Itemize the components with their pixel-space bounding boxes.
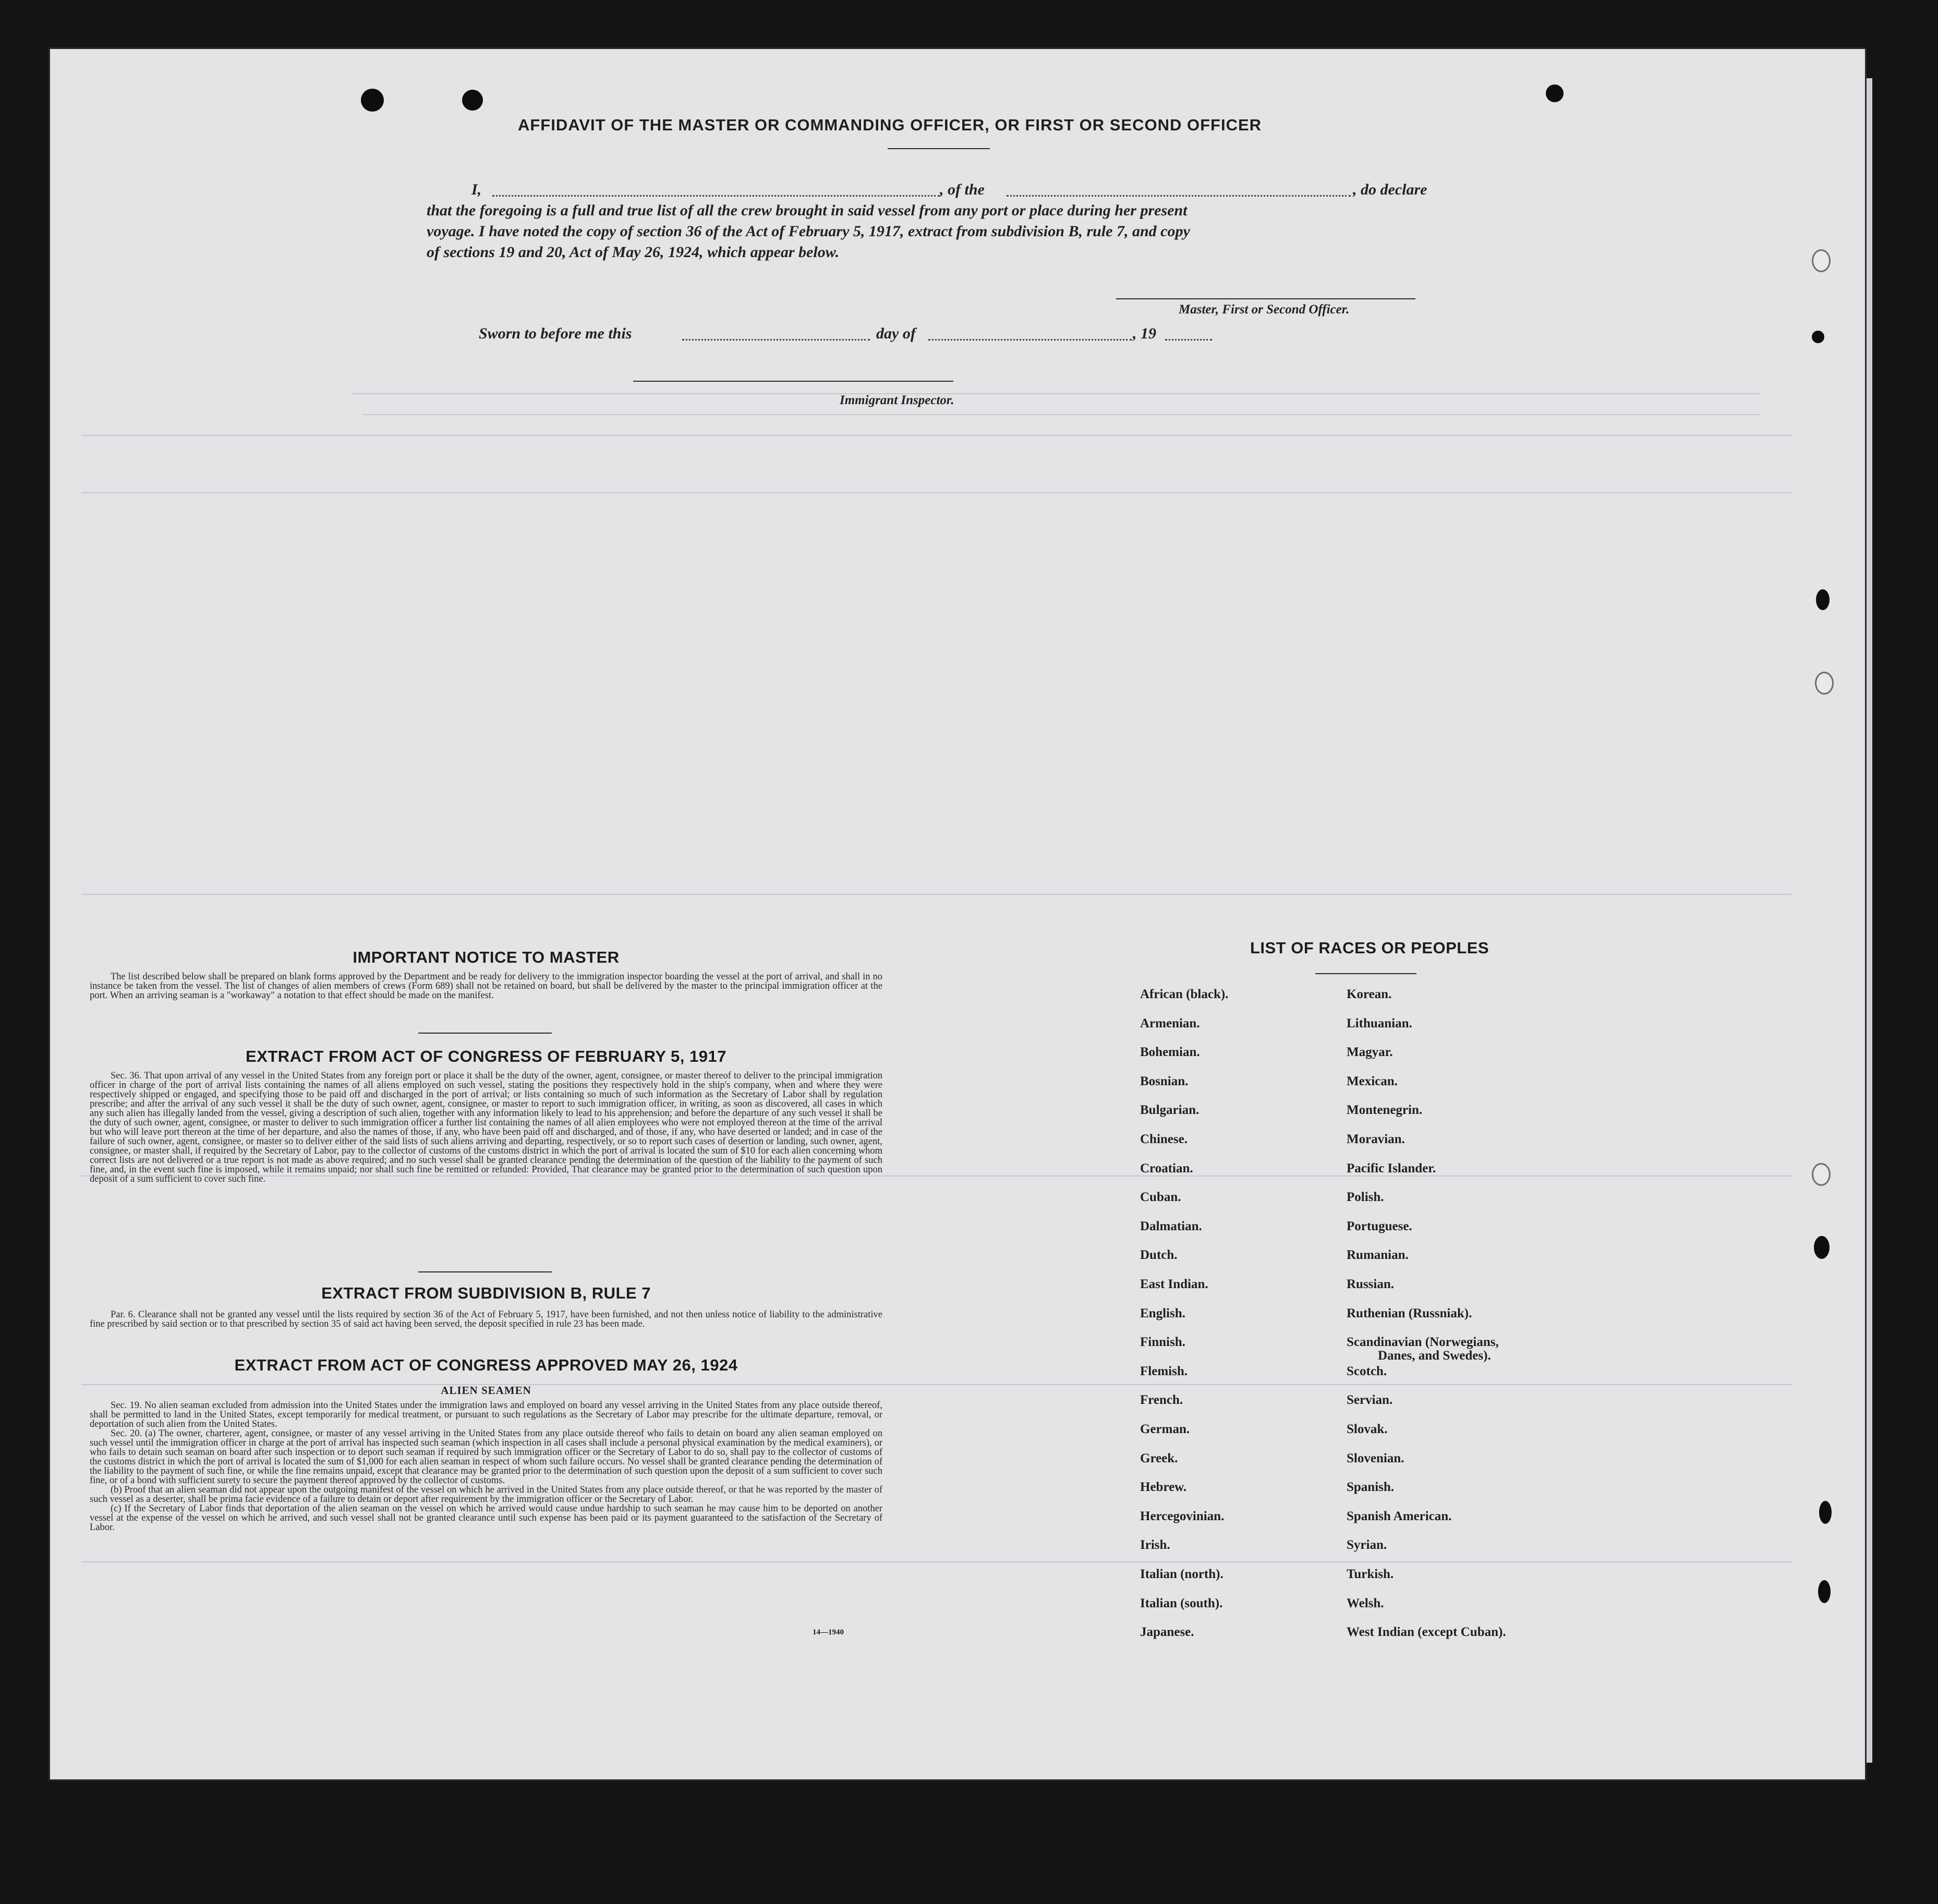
affidavit-do-declare: , do declare [1353,181,1427,198]
race-item: French. [1140,1393,1183,1407]
affidavit-title: AFFIDAVIT OF THE MASTER OR COMMANDING OFFICER, OR FIRST OR SECOND OFFICER [517,116,1262,134]
race-item: Chinese. [1140,1132,1188,1146]
race-item: German. [1140,1422,1190,1436]
race-item: Spanish American. [1347,1509,1452,1523]
name-blank[interactable] [492,195,940,197]
race-item: Spanish. [1347,1480,1395,1494]
affidavit-line-4: of sections 19 and 20, Act of May 26, 1924, which appear below. [427,244,840,261]
affidavit-line-2: that the foregoing is a full and true list of all the crew brought in said vessel from any port or place during her present [427,202,1188,219]
binder-hole [1812,1163,1831,1186]
year-label: , 19 [1133,325,1156,342]
sec-20b-paragraph: (b) Proof that an alien seaman did not appear upon the outgoing manifest of the vessel on which he arrived in the United States from any place outside thereof, or that he was reported by the master of such vessel as a deserter, shall be prima facie evidence of a failure to detain or deport after requirement by the immigration officer or the Secretary of Labor. [90,1485,882,1505]
race-item: Korean. [1347,987,1392,1001]
extract-1924-text [90,1401,882,1532]
race-item: Armenian. [1140,1016,1200,1030]
race-item: Mexican. [1347,1074,1398,1088]
affidavit-line-1 [471,179,1510,200]
sworn-year-blank[interactable] [1165,339,1212,341]
inspector-signature-line[interactable] [633,381,953,382]
notice-divider [418,1033,552,1034]
notice-paragraph: The list described below shall be prepared on blank forms approved by the Department and be ready for delivery to the immigration inspector boarding the vessel at the port of arrival, and shall in no instance be taken from the vessel. The list of changes of alien members of crews (Form 689) shall not be retained on board, but shall be delivered by the master to the principal immigration officer at the port. When an arriving seaman is a "workaway" a notation to that effect should be made on the manifest. [90,972,882,1001]
race-item: Bohemian. [1140,1045,1200,1059]
race-item: Flemish. [1140,1364,1188,1378]
race-item: Slovak. [1347,1422,1388,1436]
punch-hole [361,89,384,112]
sec-36-paragraph: Sec. 36. That upon arrival of any vessel in the United States from any foreign port or place it shall be the duty of the owner, agent, consignee, or master thereof to deliver to the principal immigration officer in charge of the port of arrival lists containing the names of all aliens employed on such vessel, stating the positions they respectively hold in the ship's company, when and where they were respectively shipped or engaged, and specifying those to be paid off and discharged in the port of arrival; or lists containing so much of such information as the Secretary of Labor shall by regulation prescribe; and after the arrival of any such vessel it shall be the duty of such owner, agent, consignee, or master to report to such immigration officer, in writing, as soon as discovered, all cases in which any such alien has illegally landed from the vessel, giving a description of such alien, together with any information likely to lead to his apprehension; and before the departure of any such vessel it shall be the duty of such owner, agent, consignee, or master to deliver to such immigration officer a further list containing the names of all alien employees who were not employed thereon at the time of the arrival but who will leave port thereon at the time of her departure, and also the names of those, if any, who have been paid off and discharged, and of those, if any, who have deserted or landed; and in case of the failure of such owner, agent, consignee, or master so to deliver either of the said lists of such aliens arriving and departing, respectively, or so to report such cases of desertion or landing, such owner, agent, consignee, or master shall, if required by the Secretary of Labor, pay to the collector of customs of the customs district in which the port of arrival is located the sum of $10 for each alien concerning whom correct lists are not delivered or a true report is not made as above required; and no such vessel shall be granted clearance pending the determination of the question of the liability to the payment of such fine, and, in the event such fine is imposed, while it remains unpaid; nor shall such fine be remitted or refunded: Provided, That clearance may be granted prior to the determination of such question upon deposit of a sum sufficient to cover such fine. [90,1071,882,1184]
race-item: Greek. [1140,1451,1178,1465]
race-item: Pacific Islander. [1347,1161,1436,1175]
race-item: Italian (north). [1140,1567,1224,1581]
sec-20a-paragraph: Sec. 20. (a) The owner, charterer, agent, consignee, or master of any vessel arriving in the United States from any place outside thereof who fails to detain on board any alien seaman employed on such vessel until the immigration officer in charge at the port of arrival has inspected such seaman (which inspection in all cases shall include a personal physical examination by the medical examiners), or who fails to detain such seaman on board after such inspection or to deport such seaman if required by such immigration officer or the Secretary of Labor to do so, shall pay to the collector of customs of the customs district in which the port of arrival is located the sum of $1,000 for each alien seaman in respect of whom such failure occurs. No vessel shall be granted clearance pending the determination of the liability to the payment of such fine, or while the fine remains unpaid, except that clearance may be granted prior to the determination of such question upon the deposit of a sum sufficient to cover such fine, or of a bond with sufficient surety to secure the payment thereof approved by the collector of customs. [90,1428,882,1486]
sec-19-paragraph: Sec. 19. No alien seaman excluded from admission into the United States under the immigration laws and employed on board any vessel arriving in the United States from any place outside thereof, shall be permitted to land in the United States, except temporarily for medical treatment, or pursuant to such regulations as the Secretary of Labor may prescribe for the ultimate departure, removal, or deportation of such alien from the United States. [90,1400,882,1429]
sec-20c-paragraph: (c) If the Secretary of Labor finds that deportation of the alien seaman on the vessel on which he arrived would cause undue hardship to such seaman he may cause him to be deported on another vessel at the expense of the vessel on which he arrived, and such vessel shall not be granted clearance until such expense has been paid or its payment guaranteed to the satisfaction of the Secretary of Labor. [90,1503,882,1533]
inspector-signature-caption: Immigrant Inspector. [840,393,954,407]
race-item-continuation: Danes, and Swedes). [1378,1349,1491,1363]
race-item: East Indian. [1140,1277,1208,1291]
race-item: Montenegrin. [1347,1103,1423,1117]
race-item: Lithuanian. [1347,1016,1412,1030]
document-sheet [50,49,1865,1779]
sworn-line [479,323,1230,344]
race-item: Portuguese. [1347,1219,1412,1233]
bleed-through-rule [363,414,1761,415]
master-signature-line[interactable] [1116,298,1415,299]
affidavit-of-the: , of the [940,181,985,198]
race-item: Scotch. [1347,1364,1387,1378]
binder-hole [1812,331,1824,343]
bleed-through-rule [81,894,1792,895]
extract-1917-text [90,1071,882,1184]
sworn-label: Sworn to before me this [479,325,632,342]
binder-hole [1815,672,1834,695]
sworn-day-blank[interactable] [682,339,870,341]
binder-hole [1814,1236,1830,1259]
alien-seamen-subtitle: ALIEN SEAMEN [441,1384,531,1397]
form-number: 14—1940 [813,1628,844,1636]
race-item: Slovenian. [1347,1451,1404,1465]
race-item: Scandinavian (Norwegians, [1347,1335,1499,1349]
race-item: Polish. [1347,1190,1384,1204]
race-item: Croatian. [1140,1161,1193,1175]
race-item: Cuban. [1140,1190,1181,1204]
rule-7-text [90,1310,882,1329]
bleed-through-rule [81,492,1792,493]
race-item: Russian. [1347,1277,1395,1291]
notice-title: IMPORTANT NOTICE TO MASTER [353,948,620,966]
affidavit-line-3: voyage. I have noted the copy of section 36 of the Act of February 5, 1917, extract from subdivision B, rule 7, and copy [427,223,1190,240]
race-item: Irish. [1140,1538,1170,1552]
extract-1917-divider [418,1271,552,1272]
race-item: Servian. [1347,1393,1393,1407]
punch-hole [1546,84,1564,102]
races-title-underline [1315,973,1416,974]
master-signature-caption: Master, First or Second Officer. [1179,302,1350,317]
bleed-through-rule [353,393,1761,394]
race-item: English. [1140,1306,1185,1320]
race-item: Dutch. [1140,1248,1178,1262]
race-item: Ruthenian (Russniak). [1347,1306,1472,1320]
vessel-blank[interactable] [1007,195,1351,197]
race-item: Moravian. [1347,1132,1405,1146]
sworn-month-blank[interactable] [928,339,1132,341]
binder-hole [1812,249,1831,272]
day-of-label: day of [876,325,916,342]
race-item: Bosnian. [1140,1074,1189,1088]
race-item: Hebrew. [1140,1480,1187,1494]
affidavit-title-underline [888,148,990,149]
race-item: Hercegovinian. [1140,1509,1225,1523]
binder-hole [1819,1501,1832,1524]
race-item: Welsh. [1347,1596,1384,1610]
bleed-through-rule [81,1561,1792,1562]
race-item: Bulgarian. [1140,1103,1200,1117]
rule-7-title: EXTRACT FROM SUBDIVISION B, RULE 7 [321,1284,651,1302]
race-item: Magyar. [1347,1045,1393,1059]
race-item: Rumanian. [1347,1248,1409,1262]
binder-hole [1818,1580,1831,1603]
race-item: Dalmatian. [1140,1219,1202,1233]
race-item: West Indian (except Cuban). [1347,1625,1506,1639]
affidavit-i: I, [471,181,482,198]
extract-1917-title: EXTRACT FROM ACT OF CONGRESS OF FEBRUARY 5, 1917 [246,1047,726,1065]
binder-hole [1816,589,1830,610]
race-item: Syrian. [1347,1538,1387,1552]
extract-1924-title: EXTRACT FROM ACT OF CONGRESS APPROVED MAY 26, 1924 [234,1356,738,1374]
race-item: African (black). [1140,987,1229,1001]
punch-hole [462,90,483,111]
bleed-through-rule [81,435,1792,436]
race-item: Finnish. [1140,1335,1185,1349]
race-item: Italian (south). [1140,1596,1223,1610]
race-item: Turkish. [1347,1567,1394,1581]
par-6-paragraph: Par. 6. Clearance shall not be granted any vessel until the lists required by section 36 of the Act of February 5, 1917, have been furnished, and not then unless notice of liability to the administrative fine prescribed by said section or to that prescribed by section 35 of said act having been served, the deposit specified in rule 23 has been made. [90,1309,882,1329]
notice-text [90,972,882,1000]
race-item: Japanese. [1140,1625,1194,1639]
races-title: LIST OF RACES OR PEOPLES [1250,939,1489,957]
